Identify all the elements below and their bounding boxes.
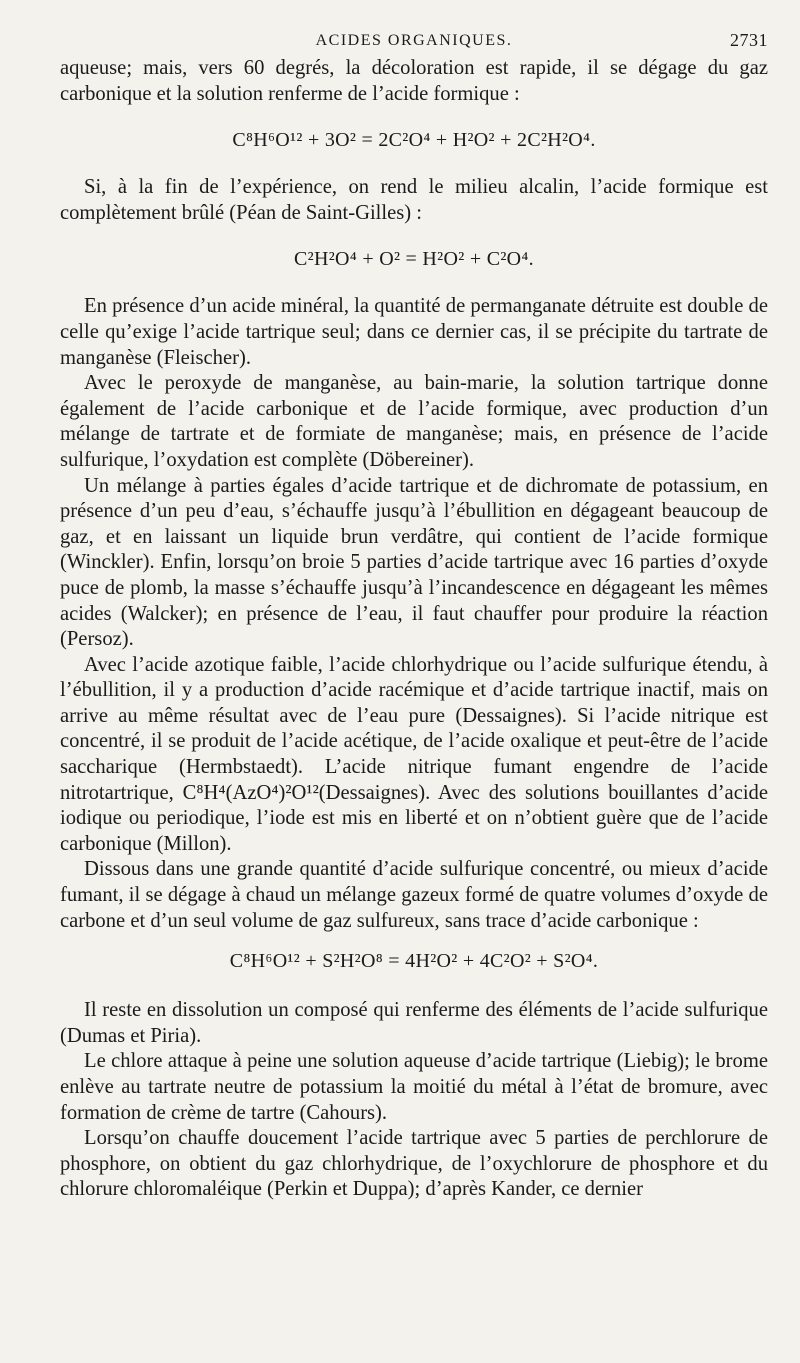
equation: C⁸H⁶O¹² + 3O² = 2C²O⁴ + H²O² + 2C²H²O⁴. [232, 129, 596, 152]
running-title: ACIDES ORGANIQUES. [315, 32, 513, 49]
paragraph: Si, à la fin de l’expérience, on rend le milieu alcalin, l’acide formique est complètement brûlé (Péan de Saint-Gilles) : [60, 176, 768, 224]
equation: C⁸H⁶O¹² + S²H²O⁸ = 4H²O² + 4C²O² + S²O⁴. [229, 950, 599, 973]
paragraph: Avec le peroxyde de manganèse, au bain-marie, la solution tartrique donne également de l’acide carbonique et de l’acide formique, avec production d’un mélange de tartrate et de formiate de manganèse; mais, en présence de l’acide sulfurique, l’oxydation est complète (Döbereiner). [60, 372, 768, 471]
paragraph: Avec l’acide azotique faible, l’acide chlorhydrique ou l’acide sulfurique étendu, à l’ébullition, il y a production d’acide racémique et d’acide tartrique inactif, mais on arrive au même résultat avec de l’eau pure (Dessaignes). Si l’acide nitrique est concentré, il se produit de l’acide acétique, de l’acide oxalique et peut-être de l’acide saccharique (Hermbstaedt). L’acide nitrique fumant engendre de l’acide nitrotartrique, C⁸H⁴(AzO⁴)²O¹²(Dessaignes). Avec des solutions bouillantes d’acide iodique ou periodique, l’iode est mis en liberté et on n’obtient guère que de l’acide carbonique (Millon). [60, 653, 768, 855]
paragraph: En présence d’un acide minéral, la quantité de permanganate détruite est double de celle qu’exige l’acide tartrique seul; dans ce dernier cas, il se précipite du tartrate de manganèse (Fleischer). [60, 295, 768, 369]
page-number: 2731 [730, 30, 768, 50]
paragraph: Dissous dans une grande quantité d’acide sulfurique concentré, ou mieux d’acide fumant, il se dégage à chaud un mélange gazeux formé de quatre volumes d’oxyde de carbone et d’un seul volume de gaz sulfureux, sans trace d’acide carbonique : [60, 858, 768, 932]
paragraph: Lorsqu’on chauffe doucement l’acide tartrique avec 5 parties de perchlorure de phosphore, on obtient du gaz chlorhydrique, de l’oxychlorure de phosphore et du chlorure chloromaléique (Perkin et Duppa); d’après Kander, ce dernier [60, 1127, 768, 1201]
paragraph: Un mélange à parties égales d’acide tartrique et de dichromate de potassium, en présence d’un peu d’eau, s’échauffe jusqu’à l’ébullition en dégageant beaucoup de gaz, et en laissant un liquide brun verdâtre, qui contient de l’acide formique (Winckler). Enfin, lorsqu’on broie 5 parties d’acide tartrique avec 16 parties d’oxyde puce de plomb, la masse s’échauffe jusqu’à l’incandescence en dégageant les mêmes acides (Walcker); en présence de l’eau, il faut chauffer pour produire la réaction (Persoz). [60, 474, 768, 651]
paragraph: aqueuse; mais, vers 60 degrés, la décoloration est rapide, il se dégage du gaz carbonique et la solution renferme de l’acide formique : [60, 57, 768, 105]
page-header [60, 26, 768, 56]
body-text [60, 56, 768, 1203]
paragraph: Il reste en dissolution un composé qui renferme des éléments de l’acide sulfurique (Dumas et Piria). [60, 999, 768, 1047]
paragraph: Le chlore attaque à peine une solution aqueuse d’acide tartrique (Liebig); le brome enlève au tartrate neutre de potassium la moitié du métal à l’état de bromure, avec formation de crème de tartre (Cahours). [60, 1050, 768, 1124]
equation: C²H²O⁴ + O² = H²O² + C²O⁴. [294, 248, 534, 271]
